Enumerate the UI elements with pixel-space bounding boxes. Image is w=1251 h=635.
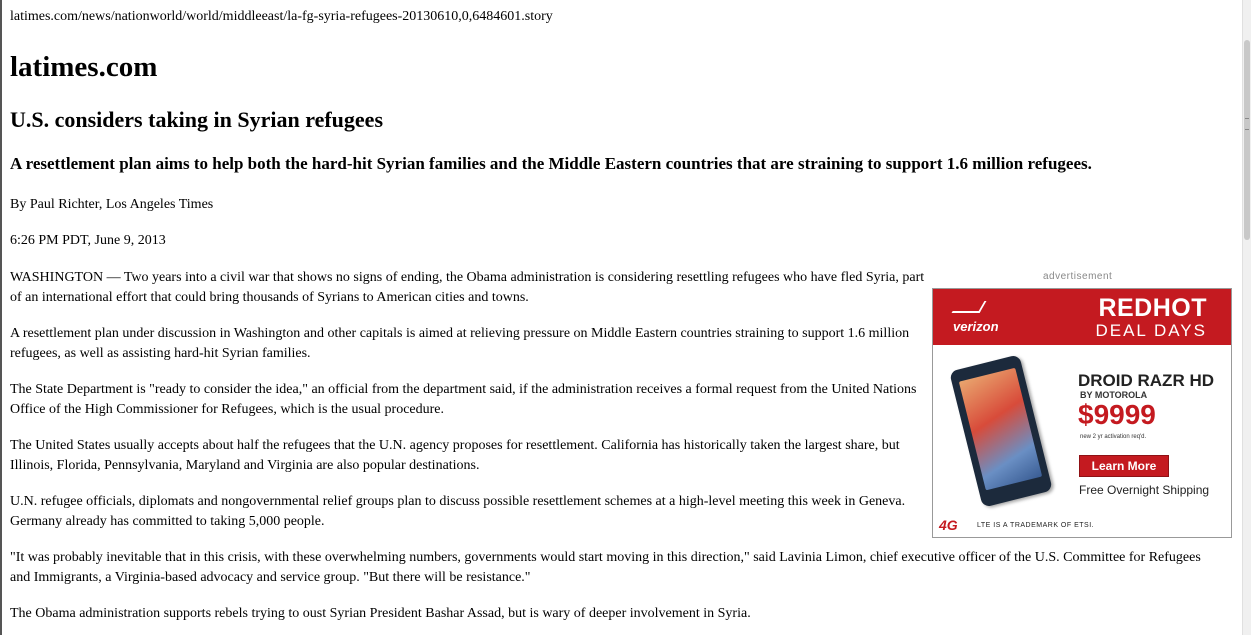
article-paragraph: U.N. refugee officials, diplomats and nongovernmental relief groups plan to discuss possible resettlement schemes at a high-level meeting this week in Geneva. Germany already has committed to taking 5,000 people. [10, 494, 906, 529]
article-paragraph: The State Department is "ready to consider the idea," an official from the department said, if the administration receives a formal request from the United Nations Office of the High Commissioner for Refugees, which is the usual procedure. [10, 382, 917, 417]
article-headline: U.S. considers taking in Syrian refugees [10, 107, 384, 132]
verizon-ad-banner[interactable] [932, 288, 1232, 538]
article-subheadline: A resettlement plan aims to help both the hard-hit Syrian families and the Middle Eastern countries that are straining to support 1.6 million refugees. [10, 154, 1092, 173]
ad-price: $9999 [1078, 399, 1156, 430]
verizon-logo: verizon [953, 319, 999, 334]
article-paragraph: "It was probably inevitable that in this crisis, with these overwhelming numbers, governments would start moving in this direction," said Lavinia Limon, chief executive officer of the U.S. Committee for Refugees and Immigrants, a Virginia-based advocacy and service group. "But there will be resistance." [10, 550, 1201, 585]
phone-screen [959, 368, 1042, 491]
window-left-border [0, 0, 2, 635]
article-paragraph: A resettlement plan under discussion in Washington and other capitals is aimed at relieving pressure on Middle Eastern countries straining to support 1.6 million refugees, as well as assisting hard-hit Syrian families. [10, 326, 910, 361]
scroll-grip-icon [1245, 118, 1249, 130]
4g-lte-logo: 4G [939, 517, 958, 533]
learn-more-button[interactable]: Learn More [1079, 455, 1169, 477]
verizon-check-icon [952, 301, 987, 313]
article-paragraph: The Obama administration supports rebels trying to oust Syrian President Bashar Assad, but is wary of deeper involvement in Syria. [10, 606, 751, 621]
ad-terms: new 2 yr activation req'd. [1080, 434, 1147, 440]
ad-header [933, 289, 1231, 345]
article-byline: By Paul Richter, Los Angeles Times [10, 197, 214, 212]
ad-product-brand: BY MOTOROLA [1080, 390, 1148, 400]
article-url[interactable]: latimes.com/news/nationworld/world/middleeast/la-fg-syria-refugees-20130610,0,6484601.story [10, 9, 553, 24]
vertical-scrollbar[interactable] [1242, 0, 1251, 635]
article-paragraph: The United States usually accepts about half the refugees that the U.N. agency proposes for resettlement. California has historically taken the largest share, but Illinois, Florida, Pennsylvania, Maryland and Virginia are also popular destinations. [10, 438, 900, 473]
ad-product-model: DROID RAZR HD [1078, 371, 1214, 390]
scrollbar-thumb[interactable] [1244, 40, 1250, 240]
ad-trademark-text: LTE IS A TRADEMARK OF ETSI. [977, 522, 1095, 529]
article-paragraph: WASHINGTON — Two years into a civil war that shows no signs of ending, the Obama administration is considering resettling refugees who have fled Syria, part of an international effort that could bring thousands of Syrians to American cities and towns. [10, 270, 925, 305]
ad-title: REDHOT [1098, 294, 1207, 322]
site-name: latimes.com [10, 51, 158, 83]
advertisement-label: advertisement [1043, 271, 1113, 282]
article-dateline: 6:26 PM PDT, June 9, 2013 [10, 233, 166, 248]
ad-subtitle: DEAL DAYS [1095, 321, 1207, 340]
ad-shipping-text: Free Overnight Shipping [1079, 483, 1210, 497]
phone-image [949, 354, 1053, 507]
